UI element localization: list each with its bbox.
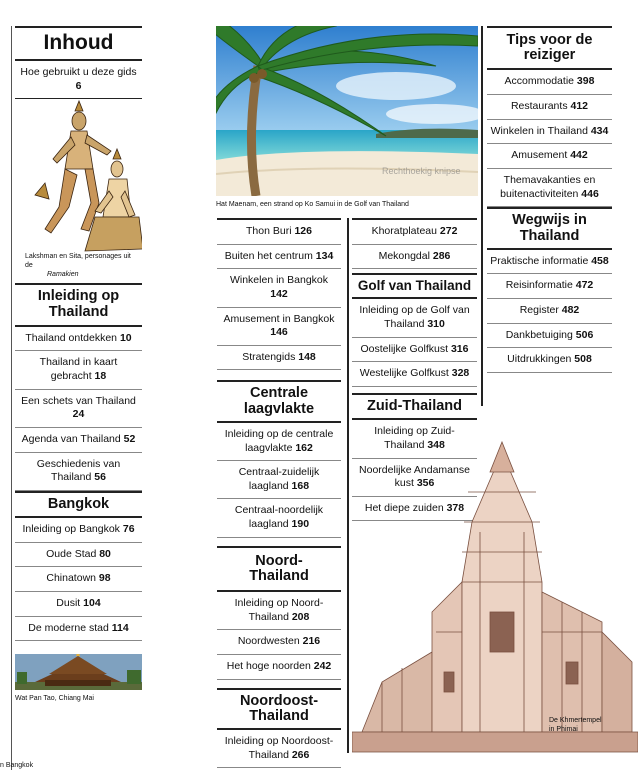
toc-entry-label: Buiten het centrum	[224, 249, 313, 262]
toc-entry-page: 76	[122, 523, 135, 536]
toc-entry[interactable]	[15, 617, 142, 642]
toc-entry-page: 272	[439, 225, 458, 237]
toc-entry-page: 208	[291, 610, 310, 623]
toc-entry-label: De moderne stad	[28, 621, 109, 634]
toc-entry-page: 134	[315, 249, 334, 262]
toc-entry[interactable]	[15, 592, 142, 617]
toc-entry[interactable]	[217, 655, 341, 680]
toc-entry[interactable]	[487, 144, 612, 169]
toc-entry-page: 356	[416, 477, 435, 490]
toc-entry[interactable]	[217, 269, 341, 307]
illustration-lakshman-sita	[15, 99, 142, 283]
toc-list-noord-thailand	[217, 592, 341, 680]
toc-list-inleiding	[15, 327, 142, 491]
toc-entry[interactable]	[352, 362, 477, 387]
toc-list-noordoost-thailand	[217, 730, 341, 768]
toc-entry-label: Uitdrukkingen	[507, 353, 572, 366]
toc-entry[interactable]	[352, 299, 477, 337]
toc-entry-label: Inleiding op Bangkok	[22, 523, 120, 536]
toc-column-2	[217, 218, 341, 768]
toc-entry-label: Oostelijke Golfkust	[360, 342, 449, 355]
toc-entry-page: 482	[561, 304, 580, 316]
toc-entry[interactable]	[487, 70, 612, 95]
toc-entry[interactable]	[487, 95, 612, 120]
toc-entry-label: Chinatown	[46, 572, 96, 585]
toc-entry-page: 242	[313, 660, 332, 673]
toc-entry-page: 266	[291, 748, 310, 761]
toc-entry[interactable]	[15, 327, 142, 352]
toc-entry-label: Winkelen in Bangkok	[229, 274, 329, 287]
toc-entry-page: 316	[450, 342, 469, 355]
toc-entry-page: 506	[575, 328, 594, 341]
toc-entry-page: 328	[451, 367, 470, 380]
toc-entry-page: 24	[72, 408, 85, 421]
toc-entry-page: 378	[446, 501, 465, 514]
toc-entry[interactable]	[15, 390, 142, 428]
toc-entry-label: Noordwesten	[237, 635, 300, 648]
toc-entry[interactable]	[15, 543, 142, 568]
toc-entry-page: 472	[575, 279, 594, 292]
toc-entry-page: 434	[590, 124, 609, 137]
toc-entry-page: 10	[119, 331, 132, 344]
toc-entry-page: 98	[98, 572, 111, 585]
toc-entry-label: Thailand in kaart gebracht	[39, 356, 118, 383]
section-heading-tips: Tips voor de reiziger	[487, 26, 612, 70]
toc-entry-page: 508	[574, 353, 592, 366]
section-heading-bangkok: Bangkok	[15, 491, 142, 518]
toc-entry-page: 348	[427, 438, 445, 451]
toc-entry[interactable]	[352, 245, 477, 270]
toc-entry-label: Oude Stad	[46, 547, 97, 560]
toc-entry-label: Het diepe zuiden	[364, 501, 444, 514]
toc-entry-label: Noordelijke Andamanse kust	[359, 463, 470, 490]
toc-entry[interactable]	[217, 220, 341, 245]
toc-entry-page: 148	[298, 350, 316, 363]
toc-list-tips	[487, 70, 612, 207]
toc-entry-label: Reisinformatie	[505, 279, 573, 292]
toc-entry[interactable]	[15, 351, 142, 389]
toc-entry-page: 104	[83, 597, 101, 610]
toc-entry[interactable]	[487, 120, 612, 145]
illustration-khmer-temple	[352, 432, 638, 762]
toc-entry[interactable]	[487, 274, 612, 299]
toc-entry[interactable]	[217, 245, 341, 270]
toc-entry-page: 458	[591, 254, 609, 267]
toc-entry-label: Centraal-noordelijk laagland	[234, 504, 324, 531]
toc-entry[interactable]	[217, 461, 341, 499]
toc-entry-page: 412	[570, 100, 589, 113]
section-heading-zuid-thailand: Zuid-Thailand	[352, 393, 477, 420]
toc-entry-label: Inleiding op Noordoost-Thailand	[224, 735, 334, 761]
toc-entry[interactable]	[217, 592, 341, 630]
toc-list-bangkok	[15, 518, 142, 641]
toc-entry-intro[interactable]	[15, 61, 142, 99]
toc-entry[interactable]	[487, 299, 612, 324]
toc-list-golf-van-thailand	[352, 299, 477, 387]
toc-entry[interactable]	[15, 453, 142, 491]
temple-caption	[549, 717, 635, 735]
photo-watermark: Rechthoekig knipse	[382, 166, 461, 176]
toc-entry-label: Thailand ontdekken	[25, 331, 118, 344]
toc-entry-label: Dankbetuiging	[505, 328, 573, 341]
section-heading-noordoost-thailand: Noordoost-Thailand	[217, 688, 341, 730]
toc-entry[interactable]	[487, 348, 612, 373]
toc-entry[interactable]	[217, 423, 341, 461]
toc-entry-label: Inleiding op Noord-Thailand	[234, 597, 324, 623]
column-divider-3	[481, 26, 483, 406]
section-heading-wegwijs: Wegwijs in Thailand	[487, 207, 612, 249]
toc-entry-label: Restaurants	[510, 100, 568, 113]
toc-entry-label: Praktische informatie	[490, 254, 589, 267]
photo-hat-maenam	[216, 26, 478, 196]
toc-entry-label: Stratengids	[242, 350, 296, 363]
toc-entry[interactable]	[487, 324, 612, 349]
toc-entry[interactable]	[352, 220, 477, 245]
toc-entry-label: Agenda van Thailand	[21, 432, 121, 445]
photo-caption-wat-pan-tao: Wat Pan Tao, Chiang Mai	[15, 695, 94, 703]
toc-entry-page: 52	[123, 432, 136, 445]
toc-entry-label: Het hoge noorden	[226, 660, 311, 673]
toc-entry-page: 310	[427, 318, 445, 331]
toc-column-4	[487, 26, 612, 373]
toc-entry-page: 286	[432, 249, 451, 262]
toc-entry-label: Themavakanties en buitenactiviteiten	[500, 174, 596, 200]
toc-entry[interactable]	[217, 499, 341, 537]
toc-entry-label: Westelijke Golfkust	[359, 367, 449, 380]
toc-entry-page: 168	[291, 479, 310, 492]
toc-list-bangkok-continued	[217, 220, 341, 370]
temple-caption-line1: De Khmertempel	[549, 717, 602, 724]
toc-entry-label: Amusement	[511, 149, 568, 162]
toc-entry-page: 398	[576, 75, 595, 88]
toc-list-wegwijs	[487, 250, 612, 373]
toc-entry[interactable]	[217, 308, 341, 346]
toc-entry-label: Register	[519, 304, 559, 316]
photo-caption-hat-maenam: Hat Maenam, een strand op Ko Samui in de Golf van Thailand	[216, 201, 409, 208]
photo-wat-pan-tao	[15, 654, 142, 690]
toc-entry-page: 142	[270, 287, 288, 300]
column-divider-1	[11, 26, 12, 770]
toc-entry-label: Inleiding op de Golf van Thailand	[359, 304, 470, 331]
toc-entry-page: 6	[75, 79, 82, 92]
toc-entry[interactable]	[15, 518, 142, 543]
caption-italic: Ramakien	[47, 270, 79, 278]
toc-entry[interactable]	[487, 169, 612, 207]
toc-entry-label: Winkelen in Thailand	[490, 124, 588, 137]
temple-caption-line2: in Phimai	[549, 725, 578, 733]
section-heading-golf-van-thailand: Golf van Thailand	[352, 273, 477, 299]
toc-entry-page: 442	[570, 149, 588, 162]
toc-entry-page: 146	[270, 326, 288, 339]
toc-entry-label: Mekongdal	[378, 249, 430, 262]
toc-entry-page: 114	[111, 621, 129, 634]
toc-entry-page: 80	[99, 547, 111, 560]
toc-entry-label: Inleiding op Zuid-Thailand	[374, 425, 455, 451]
column-divider-2	[347, 218, 349, 753]
toc-entry-label: Khoratplateau	[371, 225, 437, 237]
toc-entry[interactable]	[15, 428, 142, 453]
section-heading-centrale-laagvlakte: Centrale laagvlakte	[217, 380, 341, 422]
toc-entry[interactable]	[487, 250, 612, 275]
toc-entry-label: Geschiedenis van Thailand	[36, 457, 121, 484]
toc-entry-label: Inleiding op de centrale laagvlakte	[224, 427, 334, 454]
toc-entry-label: Hoe gebruikt u deze gids	[20, 66, 137, 79]
caption-text: Lakshman en Sita, personages uit de	[25, 253, 131, 270]
toc-entry-label: Thon Buri	[246, 225, 292, 237]
toc-entry[interactable]	[217, 730, 341, 768]
page-title: Inhoud	[15, 26, 142, 61]
section-heading-inleiding: Inleiding op Thailand	[15, 283, 142, 326]
toc-entry-label: Dusit	[56, 597, 81, 610]
illustration-caption	[25, 253, 140, 279]
toc-entry[interactable]	[352, 338, 477, 363]
toc-entry[interactable]	[217, 630, 341, 655]
toc-entry[interactable]	[15, 567, 142, 592]
toc-list-noordoost-continued	[352, 220, 477, 269]
toc-entry-label: Accommodatie	[504, 75, 574, 88]
toc-entry-page: 18	[94, 370, 107, 383]
lakshman-figure	[35, 101, 111, 233]
toc-entry-page: 126	[294, 225, 312, 237]
section-heading-noord-thailand: Noord-Thailand	[217, 546, 341, 592]
toc-column-1	[15, 26, 142, 704]
edge-fragment-text: n Bangkok	[0, 762, 34, 769]
toc-entry-label: Centraal-zuidelijk laagland	[238, 466, 320, 492]
toc-list-centrale-laagvlakte	[217, 423, 341, 538]
toc-entry-page: 162	[295, 441, 313, 454]
toc-entry-page: 190	[291, 518, 310, 531]
toc-entry-page: 216	[302, 635, 321, 648]
toc-entry-label: Amusement in Bangkok	[223, 312, 335, 325]
toc-entry-page: 446	[581, 187, 599, 200]
toc-entry-page: 56	[94, 471, 106, 484]
toc-entry-label: Een schets van Thailand	[21, 394, 136, 407]
toc-entry[interactable]	[217, 346, 341, 371]
